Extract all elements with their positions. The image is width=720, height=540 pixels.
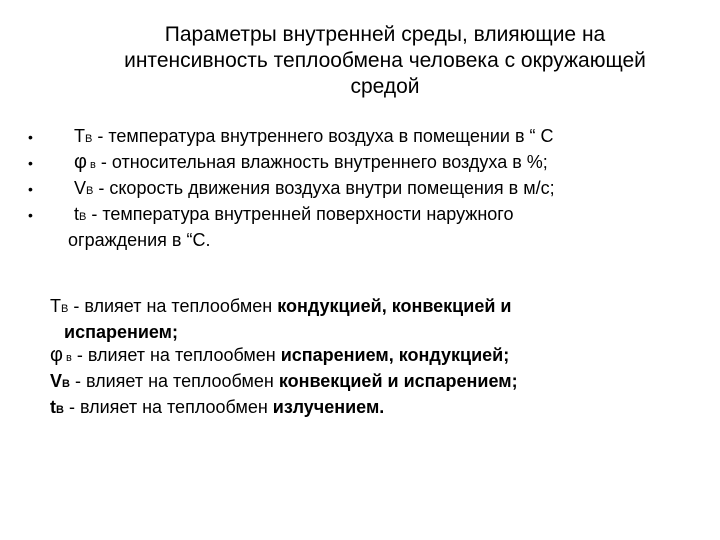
effect-line-surface-temperature bbox=[50, 396, 690, 422]
effect-symbol: t bbox=[50, 397, 56, 417]
parameter-symbol: Т bbox=[74, 126, 85, 146]
parameter-item-humidity bbox=[22, 151, 712, 177]
parameter-symbol: φ bbox=[74, 151, 87, 173]
effect-bold-text: кондукцией, конвекцией и bbox=[277, 296, 512, 316]
effect-subscript: в bbox=[62, 352, 72, 364]
effect-bold-text: конвекцией и испарением; bbox=[278, 371, 518, 391]
effect-line-air-velocity bbox=[50, 370, 690, 396]
parameter-item-air-temperature bbox=[22, 125, 712, 151]
effects-list bbox=[50, 295, 690, 422]
parameter-list bbox=[22, 125, 712, 252]
div bbox=[50, 321, 690, 344]
title-line-1: Параметры внутренней среды, влияющие на bbox=[164, 23, 606, 46]
effect-subscript: В bbox=[61, 303, 69, 315]
parameter-continuation: ограждения в “С. bbox=[68, 230, 211, 250]
effect-plain-text: влияет на теплообмен bbox=[79, 397, 273, 417]
bullet-marker: • bbox=[28, 207, 33, 223]
parameter-text bbox=[74, 203, 712, 229]
effect-bold-text: испарением, кондукцией; bbox=[280, 345, 510, 365]
bullet-marker: • bbox=[28, 181, 33, 197]
parameter-item-surface-temperature bbox=[22, 203, 712, 229]
parameter-symbol: t bbox=[74, 204, 80, 224]
effect-continuation: испарением; bbox=[64, 322, 178, 342]
effect-subscript: В bbox=[62, 378, 70, 390]
parameter-subscript: В bbox=[85, 133, 93, 145]
parameter-subscript: В bbox=[86, 185, 94, 197]
parameter-text bbox=[74, 151, 712, 177]
parameter-description: - температура внутренней поверхности наружного bbox=[86, 204, 514, 224]
effect-dash: - bbox=[63, 397, 80, 417]
effect-symbol: V bbox=[50, 371, 63, 391]
effect-subscript: В bbox=[56, 404, 64, 416]
effect-symbol: φ bbox=[50, 344, 63, 366]
bullet-marker: • bbox=[28, 155, 33, 171]
effect-line-air-temperature bbox=[50, 295, 690, 321]
effect-symbol: Т bbox=[50, 296, 61, 316]
title-line-3: средой bbox=[350, 75, 420, 98]
effect-bold-text: излучением. bbox=[272, 397, 385, 417]
parameter-symbol: V bbox=[74, 178, 87, 198]
parameter-item-air-velocity bbox=[22, 177, 712, 203]
parameter-subscript: в bbox=[86, 159, 96, 171]
parameter-subscript: В bbox=[79, 211, 87, 223]
parameter-text bbox=[74, 177, 712, 203]
bullet-marker: • bbox=[28, 129, 33, 145]
effect-dash: - bbox=[68, 296, 85, 316]
effect-plain-text: влияет на теплообмен bbox=[87, 345, 281, 365]
parameter-description: - температура внутреннего воздуха в помещении в “ С bbox=[92, 126, 554, 146]
slide-title bbox=[40, 22, 720, 100]
effect-line-humidity bbox=[50, 344, 690, 370]
parameter-description: - относительная влажность внутреннего воздуха в %; bbox=[95, 152, 548, 172]
parameter-description: - скорость движения воздуха внутри помещения в м/с; bbox=[93, 178, 555, 198]
effect-dash: - bbox=[69, 371, 86, 391]
title-line-2: интенсивность теплообмена человека с окружающей bbox=[124, 49, 646, 72]
effect-plain-text: влияет на теплообмен bbox=[84, 296, 278, 316]
effect-plain-text: влияет на теплообмен bbox=[85, 371, 279, 391]
parameter-text bbox=[74, 125, 712, 151]
effect-dash: - bbox=[71, 345, 88, 365]
